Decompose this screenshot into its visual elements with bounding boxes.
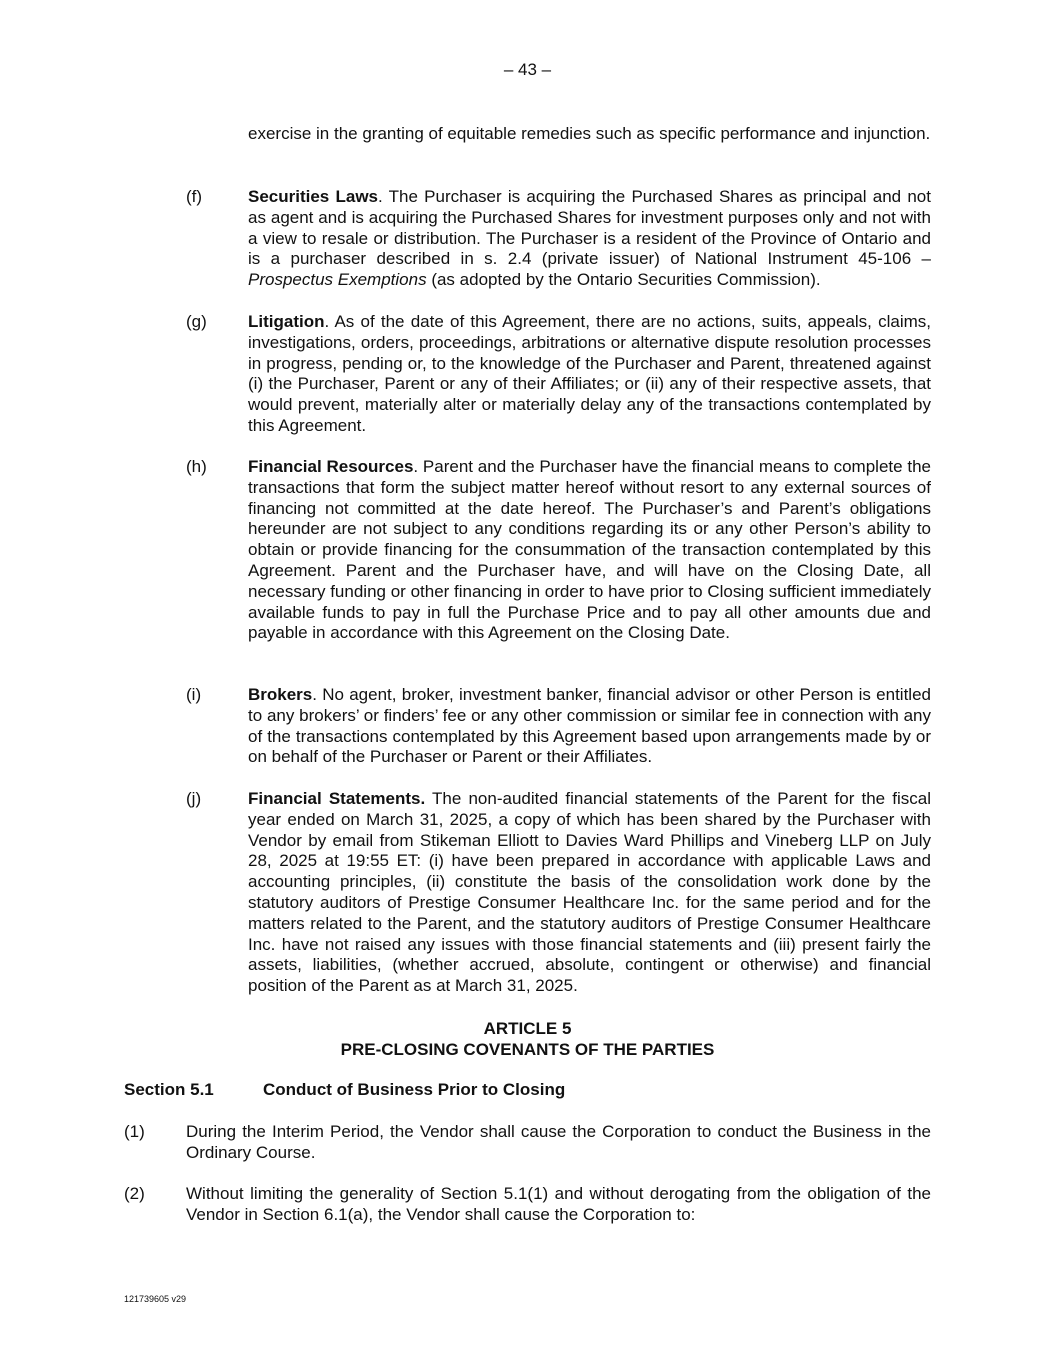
clause-securities-laws bbox=[186, 187, 931, 291]
clause-italic-title: Prospectus Exemptions bbox=[248, 270, 427, 290]
section-number: Section 5.1 bbox=[124, 1080, 214, 1099]
clause-title: Financial Resources bbox=[248, 457, 414, 476]
section-heading bbox=[124, 1080, 565, 1101]
clause-financial-resources bbox=[186, 457, 931, 644]
clause-text: . The Purchaser is acquiring the Purchased Shares as principal and not as agent and is acquiring the Purchased Shares for investment purposes only and not with a view to resale or distribution. The Purchaser is a resident of the Province of Ontario and is a purchaser described in s. 2.4 (private issuer) of National Instrument 45-106 – bbox=[248, 187, 931, 269]
continuation-paragraph: exercise in the granting of equitable remedies such as specific performance and injunction. bbox=[248, 124, 931, 143]
paragraph-label: (2) bbox=[124, 1184, 145, 1203]
clause-financial-statements bbox=[186, 789, 931, 997]
clause-title: Securities Laws bbox=[248, 187, 379, 206]
numbered-paragraph bbox=[124, 1122, 931, 1164]
clause-text: . No agent, broker, investment banker, financial advisor or other Person is entitled to any brokers’ or finders’ fee or any other commission or similar fee in connection with any of the transactions contemplated by this Agreement based upon arrangements made by or on behalf of the Purchaser or Parent or their Affiliates. bbox=[248, 685, 931, 767]
document-id: 121739605 v29 bbox=[124, 1294, 187, 1304]
clause-litigation bbox=[186, 312, 931, 437]
clause-text: . As of the date of this Agreement, there are no actions, suits, appeals, claims, investigations, orders, proceedings, arbitrations or alternative dispute resolution processes in progress, pending or, to the knowledge of the Purchaser and Parent, threatened against (i) the Purchaser, Parent or any of their Affiliates; or (ii) any of their respective assets, that would prevent, materially alter or materially delay any of the transactions contemplated by this Agreement. bbox=[248, 312, 931, 435]
clause-brokers bbox=[186, 685, 931, 768]
clause-title: Financial Statements. bbox=[248, 789, 426, 808]
clause-body bbox=[248, 685, 931, 768]
clause-label: (h) bbox=[186, 457, 207, 476]
clause-label: (g) bbox=[186, 312, 207, 331]
clause-text: The non-audited financial statements of the Parent for the fiscal year ended on March 31, 2025, a copy of which has been shared by the Purchaser with Vendor by email from Stikeman Elliott to Davies Ward Phillips and Vineberg LLP on July 28, 2025 at 19:55 ET: (i) have been prepared in accordance with applicable Laws and accounting principles, (ii) constitute the basis of the consolidation work done by the statutory auditors of Prestige Consumer Healthcare Inc. for the same period and for the matters related to the Parent, and the statutory auditors of Prestige Consumer Healthcare Inc. have not raised any issues with those financial statements and (iii) present fairly the assets, liabilities, (whether accrued, absolute, contingent or otherwise) and financial position of the Parent as at March 31, 2025. bbox=[248, 789, 932, 996]
article-number: ARTICLE 5 bbox=[483, 1019, 572, 1038]
clause-label: (i) bbox=[186, 685, 202, 704]
clause-body bbox=[248, 312, 931, 437]
article-heading bbox=[0, 1019, 1055, 1061]
article-title: PRE-CLOSING COVENANTS OF THE PARTIES bbox=[340, 1039, 715, 1059]
clause-title: Brokers bbox=[248, 685, 313, 704]
clause-text-end: (as adopted by the Ontario Securities Commission). bbox=[426, 270, 821, 290]
paragraph-text: Without limiting the generality of Section 5.1(1) and without derogating from the obligation of the Vendor in Section 6.1(a), the Vendor shall cause the Corporation to: bbox=[186, 1184, 931, 1224]
paragraph-text: During the Interim Period, the Vendor shall cause the Corporation to conduct the Business in the Ordinary Course. bbox=[186, 1122, 931, 1162]
numbered-paragraph bbox=[124, 1184, 931, 1226]
clause-text: . Parent and the Purchaser have the financial means to complete the transactions that form the subject matter hereof without resort to any external sources of financing not committed at the date hereof. The Purchaser’s and Parent’s obligations hereunder are not subject to any conditions regarding its or any other Person’s ability to obtain or provide financing for the consummation of the transaction contemplated by this Agreement. Parent and the Purchaser have, and will have on the Closing Date, all necessary funding or other financing in order to have prior to Closing sufficient immediately available funds to pay in full the Purchase Price and to pay all other amounts due and payable in accordance with this Agreement on the Closing Date. bbox=[248, 457, 931, 643]
page-number: – 43 – bbox=[503, 60, 552, 79]
paragraph-label: (1) bbox=[124, 1122, 145, 1141]
clause-body bbox=[248, 457, 931, 644]
clause-body bbox=[248, 187, 931, 291]
clause-body bbox=[248, 789, 931, 997]
clause-label: (j) bbox=[186, 789, 202, 808]
clause-label: (f) bbox=[186, 187, 203, 206]
clause-title: Litigation bbox=[248, 312, 325, 331]
section-title: Conduct of Business Prior to Closing bbox=[263, 1080, 566, 1099]
